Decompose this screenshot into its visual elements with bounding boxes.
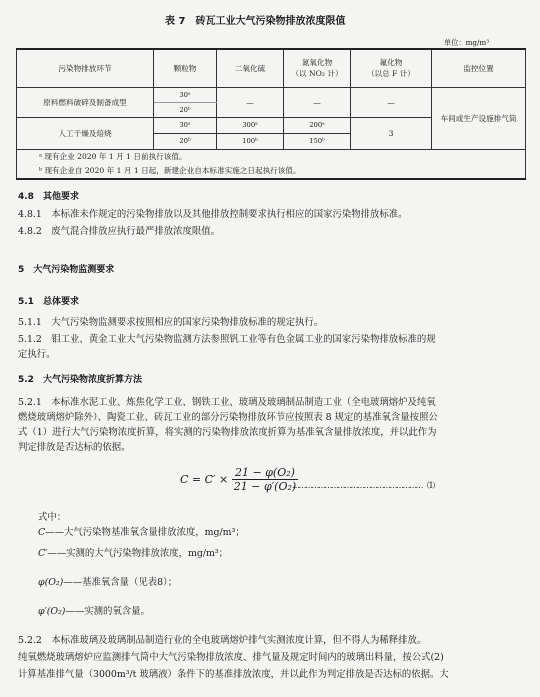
header-pm: 颗粒物 [154,49,217,87]
formula-denominator: 21 − φ′(O₂) [233,480,297,493]
table-caption: 表 7 砖瓦工业大气污染物排放浓度限值 [165,16,346,27]
heading-5-1: 5.1 总体要求 [18,297,79,307]
clause-5-1-1: 5.1.1 大气污染物监测要求按照相应的国家污染物排放标准的规定执行。 [18,317,324,328]
row1-nox: — [284,87,351,117]
clause-5-2-1-line2: 燃烧玻璃熔炉除外）、陶瓷工业、砖瓦工业的部分污染物排放环节应按照表 8 规定的基准氧含量按照公 [18,412,438,423]
row2-source: 人工干燥及焙烧 [17,117,154,149]
row1-pm-a: 30ᵃ [154,87,217,102]
row2-so2-b: 100ᵇ [217,133,284,149]
table-notes [17,149,526,179]
formula-numerator: 21 − φ(O₂) [232,466,298,480]
row2-nox-b: 150ᵇ [284,133,351,149]
row1-fluoride: — [351,87,432,117]
clause-5-2-1-line1: 5.2.1 本标准水泥工业、炼焦化学工业、钢铁工业、玻璃及玻璃制品制造工业（全电玻璃熔炉及纯氧 [18,397,436,408]
table-unit: 单位：mg/m³ [444,38,490,47]
header-fluoride: 氟化物 （以总 F 计） [351,49,432,87]
row1-source: 原料燃料破碎及制备成型 [17,87,154,117]
header-source: 污染物排放环节 [17,49,154,87]
clause-5-1-2-line1: 5.1.2 钼工业、黄金工业大气污染物监测方法参照钒工业等有色金属工业的国家污染物排放标准的规 [18,334,436,345]
header-location: 监控位置 [432,49,526,87]
clause-5-2-2-line3: 计算基准排气量（3000m³/t 玻璃液）条件下的基准排放浓度，并以此作为判定排放是否达标的依据。大 [18,669,449,680]
clause-5-1-2-line2: 定执行。 [18,349,56,360]
row2-pm-a: 30ᵃ [154,117,217,133]
table-note-a: ᵃ 现有企业 2020 年 1 月 1 日前执行该值。 [39,151,187,161]
row2-nox-a: 200ᵃ [284,117,351,133]
clause-5-2-2-line1: 5.2.2 本标准玻璃及玻璃制品制造行业的全电玻璃熔炉排气实测浓度计算，但不得人为稀释排放。 [18,635,427,646]
heading-5-2: 5.2 大气污染物浓度折算方法 [18,375,142,385]
formula-1 [180,466,298,493]
monitor-location: 车间或生产设施排气筒 [432,87,526,149]
header-nox: 氮氧化物 （以 NO₂ 计） [284,49,351,87]
row2-pm-b: 20ᵇ [154,133,217,149]
header-so2: 二氧化硫 [217,49,284,87]
heading-5: 5 大气污染物监测要求 [18,265,115,275]
clause-5-2-2-line2: 纯氧燃烧玻璃熔炉应监测排气筒中大气污染物排放浓度、排气量及规定时间内的玻璃出料量，按公式(2) [18,652,444,663]
def-phi-prime: φ′(O₂)——实测的氧含量。 [38,606,150,617]
clause-4-8-1: 4.8.1 本标准未作规定的污染物排放以及其他排放控制要求执行相应的国家污染物排放标准。 [18,209,408,220]
formula-number: ……………………………………………………（1） [292,481,439,490]
clause-5-2-1-line4: 判定排放是否达标的依据。 [18,442,131,453]
formula-lhs: C = C′ × [180,473,229,486]
clause-4-8-2: 4.8.2 废气混合排放应执行最严排放浓度限值。 [18,226,220,237]
formula-fraction [232,466,298,493]
heading-4-8: 4.8 其他要求 [18,192,79,202]
row1-so2: — [217,87,284,117]
clause-5-2-1-line3: 式（1）进行大气污染物浓度折算，将实测的污染物排放浓度折算为基准氧含量排放浓度，并以此作为 [18,427,437,438]
def-c: C——大气污染物基准氧含量排放浓度，mg/m³； [38,527,245,538]
where-label: 式中： [38,512,67,523]
emission-limits-table [16,48,526,180]
row2-so2-a: 300ᵃ [217,117,284,133]
table-note-b: ᵇ 现有企业自 2020 年 1 月 1 日起，新建企业自本标准实施之日起执行该值。 [39,165,301,175]
row1-pm-b: 20ᵇ [154,102,217,117]
row2-fluoride: 3 [351,117,432,149]
def-phi: φ(O₂)——基准氧含量（见表8）； [38,577,178,588]
def-c-prime: C′——实测的大气污染物排放浓度，mg/m³； [38,548,229,559]
